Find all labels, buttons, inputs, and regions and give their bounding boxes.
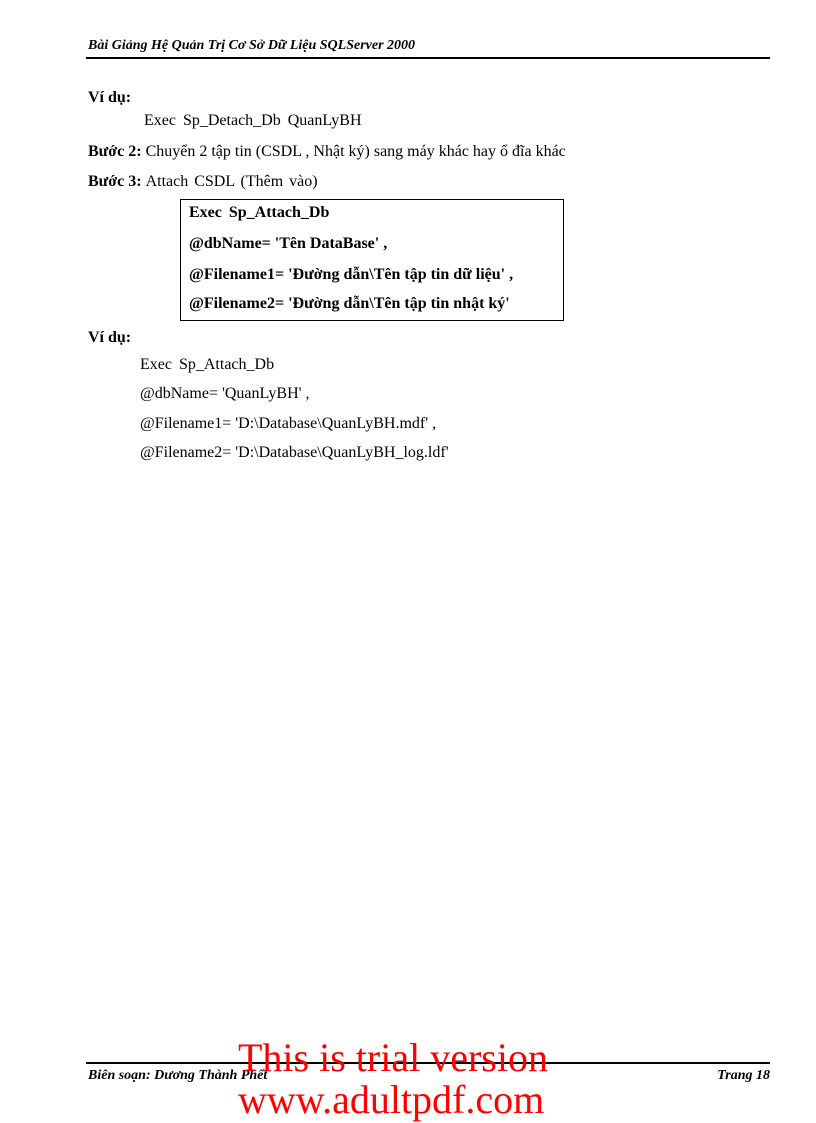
- syntax-box: [180, 199, 564, 321]
- example2-line: @Filename2= 'D:\Database\QuanLyBH_log.ldf': [140, 444, 449, 461]
- step2-label: Bước 2:: [88, 143, 142, 160]
- watermark-line1: This is trial version: [238, 1035, 548, 1080]
- step2-line: [88, 142, 566, 162]
- example1-code: Exec Sp_Detach_Db QuanLyBH: [144, 112, 362, 129]
- syntax-line: @Filename1= 'Đường dẫn\Tên tập tin dữ liệu' ,: [189, 266, 514, 283]
- step3-text: Attach CSDL (Thêm vào): [145, 173, 318, 190]
- footer-page-number: Trang 18: [717, 1068, 770, 1083]
- syntax-line: Exec Sp_Attach_Db: [189, 204, 330, 221]
- syntax-line: @Filename2= 'Đường dẫn\Tên tập tin nhật ký': [189, 295, 510, 312]
- example1-label: Ví dụ:: [88, 89, 132, 106]
- header-divider: [86, 57, 770, 59]
- header-title: Bài Giảng Hệ Quản Trị Cơ Sở Dữ Liệu SQLServer 2000: [88, 38, 416, 53]
- step3-line: [88, 172, 318, 192]
- footer-author: Biên soạn: Dương Thành Phết: [88, 1068, 268, 1083]
- example2-line: @dbName= 'QuanLyBH' ,: [140, 385, 310, 402]
- example2-line: Exec Sp_Attach_Db: [140, 356, 275, 373]
- example2-line: @Filename1= 'D:\Database\QuanLyBH.mdf' ,: [140, 415, 437, 432]
- step2-text: Chuyển 2 tập tin (CSDL , Nhật ký) sang máy khác hay ổ đĩa khác: [145, 143, 566, 160]
- step3-label: Bước 3:: [88, 173, 142, 190]
- watermark-line2: www.adultpdf.com: [238, 1077, 545, 1122]
- example2-label: Ví dụ:: [88, 329, 132, 346]
- syntax-line: @dbName= 'Tên DataBase' ,: [189, 235, 388, 252]
